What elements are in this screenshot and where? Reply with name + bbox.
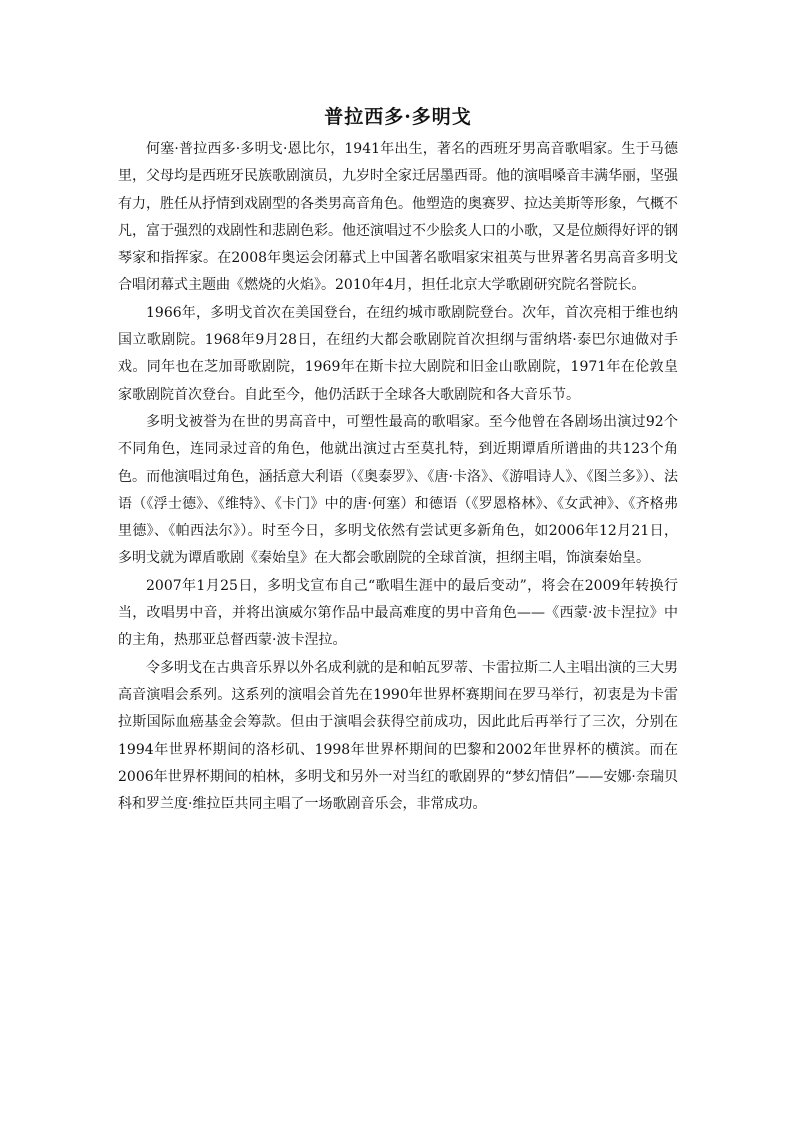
paragraph-debut: 1966年，多明戈首次在美国登台，在纽约城市歌剧院登台。次年，首次亮相于维也纳国立歌剧院。1968年9月28日，在纽约大都会歌剧院首次担纲与雷纳塔·泰巴尔迪做对手戏。同年也在芝加哥歌剧院，1969年在斯卡拉大剧院和旧金山歌剧院，1971年在伦敦皇家歌剧院首次登台。自此至今，他仍活跃于全球各大歌剧院和各大音乐节。 (118, 304, 678, 403)
document-page (118, 100, 678, 818)
paragraph-roles: 多明戈被誉为在世的男高音中，可塑性最高的歌唱家。至今他曾在各剧场出演过92个不同角色，连同录过音的角色，他就出演过古至莫扎特，到近期谭盾所谱曲的共123个角色。而他演唱过角色，涵括意大利语（《奥泰罗》、《唐·卡洛》、《游唱诗人》、《图兰多》）、法语（《浮士德》、《维特》、《卡门》中的唐·何塞）和德语（《罗恩格林》、《女武神》、《齐格弗里德》、《帕西法尔》）。时至今日，多明戈依然有尝试更多新角色，如2006年12月21日，多明戈就为谭盾歌剧《秦始皇》在大都会歌剧院的全球首演，担纲主唱，饰演秦始皇。 (118, 413, 678, 567)
paragraph-baritone: 2007年1月25日，多明戈宣布自己“歌唱生涯中的最后变动”，将会在2009年转换行当，改唱男中音，并将出演威尔第作品中最高难度的男中音角色——《西蒙·波卡涅拉》中的主角，热那亚总督西蒙·波卡涅拉。 (118, 577, 678, 649)
paragraph-three-tenors: 令多明戈在古典音乐界以外名成利就的是和帕瓦罗蒂、卡雷拉斯二人主唱出演的三大男高音演唱会系列。这系列的演唱会首先在1990年世界杯赛期间在罗马举行，初衷是为卡雷拉斯国际血癌基金会筹款。但由于演唱会获得空前成功，因此此后再举行了三次，分别在1994年世界杯期间的洛杉矶、1998年世界杯期间的巴黎和2002年世界杯的横滨。而在2006年世界杯期间的柏林，多明戈和另外一对当红的歌剧界的“梦幻情侣”——安娜·奈瑞贝科和罗兰度·维拉臣共同主唱了一场歌剧音乐会，非常成功。 (118, 659, 678, 813)
document-title: 普拉西多·多明戈 (324, 106, 472, 128)
paragraph-biography: 何塞·普拉西多·多明戈·恩比尔，1941年出生，著名的西班牙男高音歌唱家。生于马德里，父母均是西班牙民族歌剧演员，九岁时全家迁居墨西哥。他的演唱嗓音丰满华丽，坚强有力，胜任从抒情到戏剧型的各类男高音角色。他塑造的奥赛罗、拉达美斯等形象，气概不凡，富于强烈的戏剧性和悲剧色彩。他还演唱过不少脍炙人口的小歌，又是位颇得好评的钢琴家和指挥家。在2008年奥运会闭幕式上中国著名歌唱家宋祖英与世界著名男高音多明戈合唱闭幕式主题曲《燃烧的火焰》。2010年4月，担任北京大学歌剧研究院名誉院长。 (118, 141, 678, 294)
